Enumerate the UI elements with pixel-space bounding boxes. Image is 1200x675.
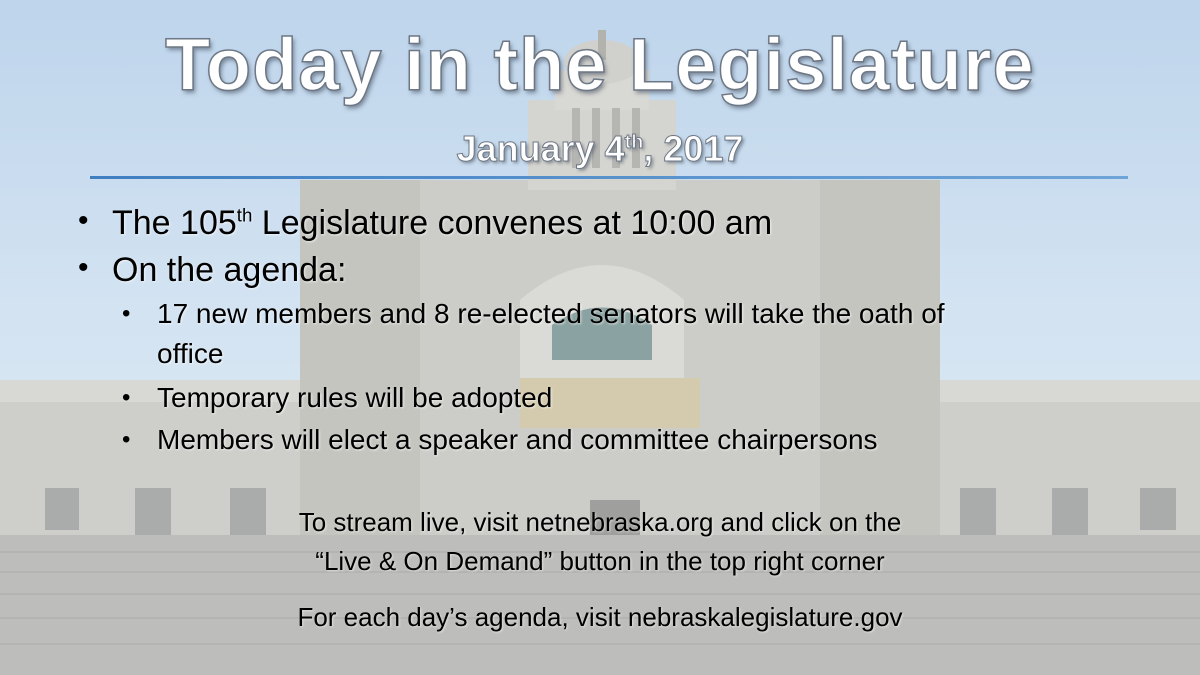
bullet-convenes-post: Legislature convenes at 10:00 am [252,204,773,242]
bullet-convenes-pre: The 105 [112,204,237,242]
bullet-marker: • [78,204,89,237]
bullet-agenda: On the agenda: [112,251,347,289]
date-year: , 2017 [643,128,744,169]
sub-bullet-marker: • [122,426,131,453]
sub-bullet-rules: Temporary rules will be adopted [157,382,553,413]
bullet-marker: • [78,251,89,284]
sub-bullet-marker: • [122,300,131,327]
bullet-convenes [112,204,772,243]
sub-bullet-marker: • [122,384,131,411]
sub-bullet-oath-line2: office [157,338,224,369]
title-divider [90,176,1128,179]
date-month-day: January 4 [456,128,625,169]
slide-title: Today in the Legislature [165,23,1035,106]
bullet-convenes-sup: th [236,204,253,226]
slide-date [410,128,790,170]
footer-agenda-line: For each day’s agenda, visit nebraskalegislature.gov [297,602,903,632]
date-suffix: th [624,131,644,153]
footer-stream-line2: “Live & On Demand” button in the top right corner [315,546,885,576]
footer-stream-line1: To stream live, visit netnebraska.org and click on the [298,507,902,537]
sub-bullet-oath-line1: 17 new members and 8 re-elected senators will take the oath of [157,298,945,329]
sub-bullet-elect: Members will elect a speaker and committee chairpersons [157,424,878,455]
